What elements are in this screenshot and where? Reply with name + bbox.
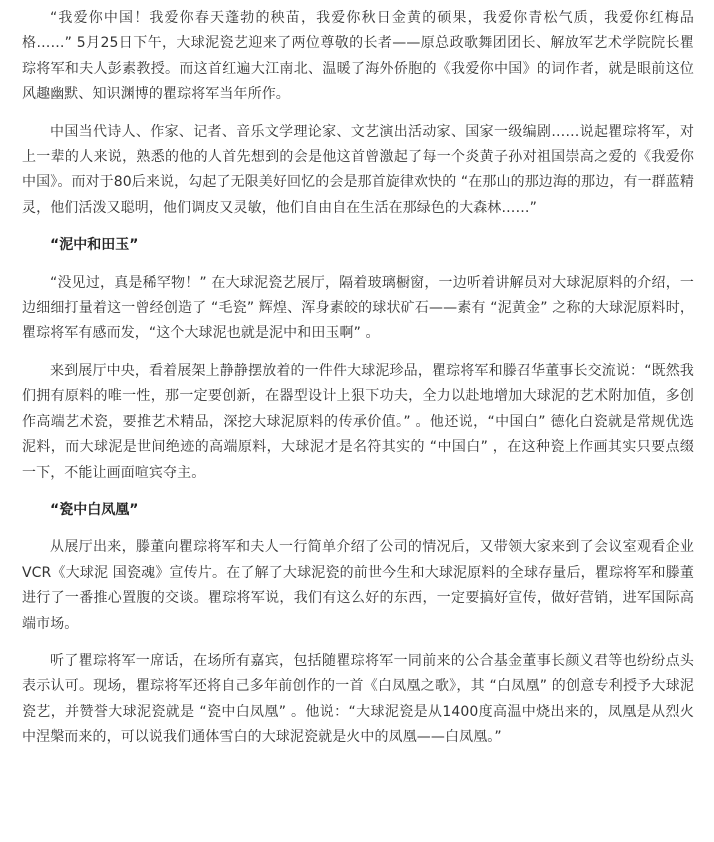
section-title-jade: “泥中和田玉”: [50, 237, 139, 254]
article-body: [22, 6, 694, 763]
paragraph-phoenix-2: 听了瞿琮将军一席话，在场所有嘉宾，包括随瞿琮将军一同前来的公合基金董事长颜义君等也纷纷点头表示认可。现场，瞿琮将军还将自己多年前创作的一首《白凤凰之歌》，其 “白凤凰” 的创意专利授予大球泥瓷艺，并赞誉大球泥瓷就是 “瓷中白凤凰” 。他说：“大球泥瓷是从1400度高温中烧出来的，凤凰是从烈火中涅槃而来的，可以说我们通体雪白的大球泥瓷就是火中的凤凰——白凤凰。”: [22, 652, 694, 746]
paragraph-jade-2: 来到展厅中央，看着展架上静静摆放着的一件件大球泥珍品，瞿琮将军和滕召华董事长交流说：“既然我们拥有原料的唯一性，那一定要创新，在器型设计上狠下功夫，全力以赴地增加大球泥的艺术附加值，多创作高端艺术瓷，要推艺术精品，深挖大球泥原料的传承价值。” 。他还说，“中国白” 德化白瓷就是常规优选泥料，而大球泥是世间绝迹的高端原料，大球泥才是名符其实的 “中国白” ，在这种瓷上作画其实只要点缀一下，不能让画面喧宾夺主。: [22, 362, 694, 481]
paragraph-intro-2: 中国当代诗人、作家、记者、音乐文学理论家、文艺演出活动家、国家一级编剧……说起瞿琮将军，对上一辈的人来说，熟悉的他的人首先想到的会是他这首曾激起了每一个炎黄子孙对祖国崇高之爱的《我爱你中国》。而对于80后来说，勾起了无限美好回忆的会是那首旋律欢快的 “在那山的那边海的那边，有一群蓝精灵，他们活泼又聪明，他们调皮又灵敏，他们自由自在生活在那绿色的大森林……”: [22, 123, 694, 216]
paragraph-phoenix-1: 从展厅出来，滕董向瞿琮将军和夫人一行简单介绍了公司的情况后，又带领大家来到了会议室观看企业VCR《大球泥 国瓷魂》宣传片。在了解了大球泥瓷的前世今生和大球泥原料的全球存量后，瞿琮将军和滕董进行了一番推心置腹的交谈。瞿琮将军说，我们有这么好的东西，一定要搞好宣传，做好营销，进军国际高端市场。: [22, 539, 694, 632]
paragraph-intro-1: “我爱你中国！我爱你春天蓬勃的秧苗，我爱你秋日金黄的硕果，我爱你青松气质，我爱你红梅品格……” 5月25日下午，大球泥瓷艺迎来了两位尊敬的长者——原总政歌舞团团长、解放军艺术学院院长瞿琮将军和夫人彭素教授。而这首红遍大江南北、温暖了海外侨胞的《我爱你中国》的词作者，就是眼前这位风趣幽默、知识渊博的瞿琮将军当年所作。: [22, 10, 694, 103]
paragraph-jade-1: “没见过，真是稀罕物！” 在大球泥瓷艺展厅，隔着玻璃橱窗，一边听着讲解员对大球泥原料的介绍，一边细细打量着这一曾经创造了 “毛瓷” 辉煌、浑身素皎的球状矿石——素有 “泥黄金” 之称的大球泥原料时，瞿琮将军有感而发，“这个大球泥也就是泥中和田玉啊” 。: [22, 274, 694, 342]
section-title-phoenix: “瓷中白凤凰”: [50, 501, 139, 518]
